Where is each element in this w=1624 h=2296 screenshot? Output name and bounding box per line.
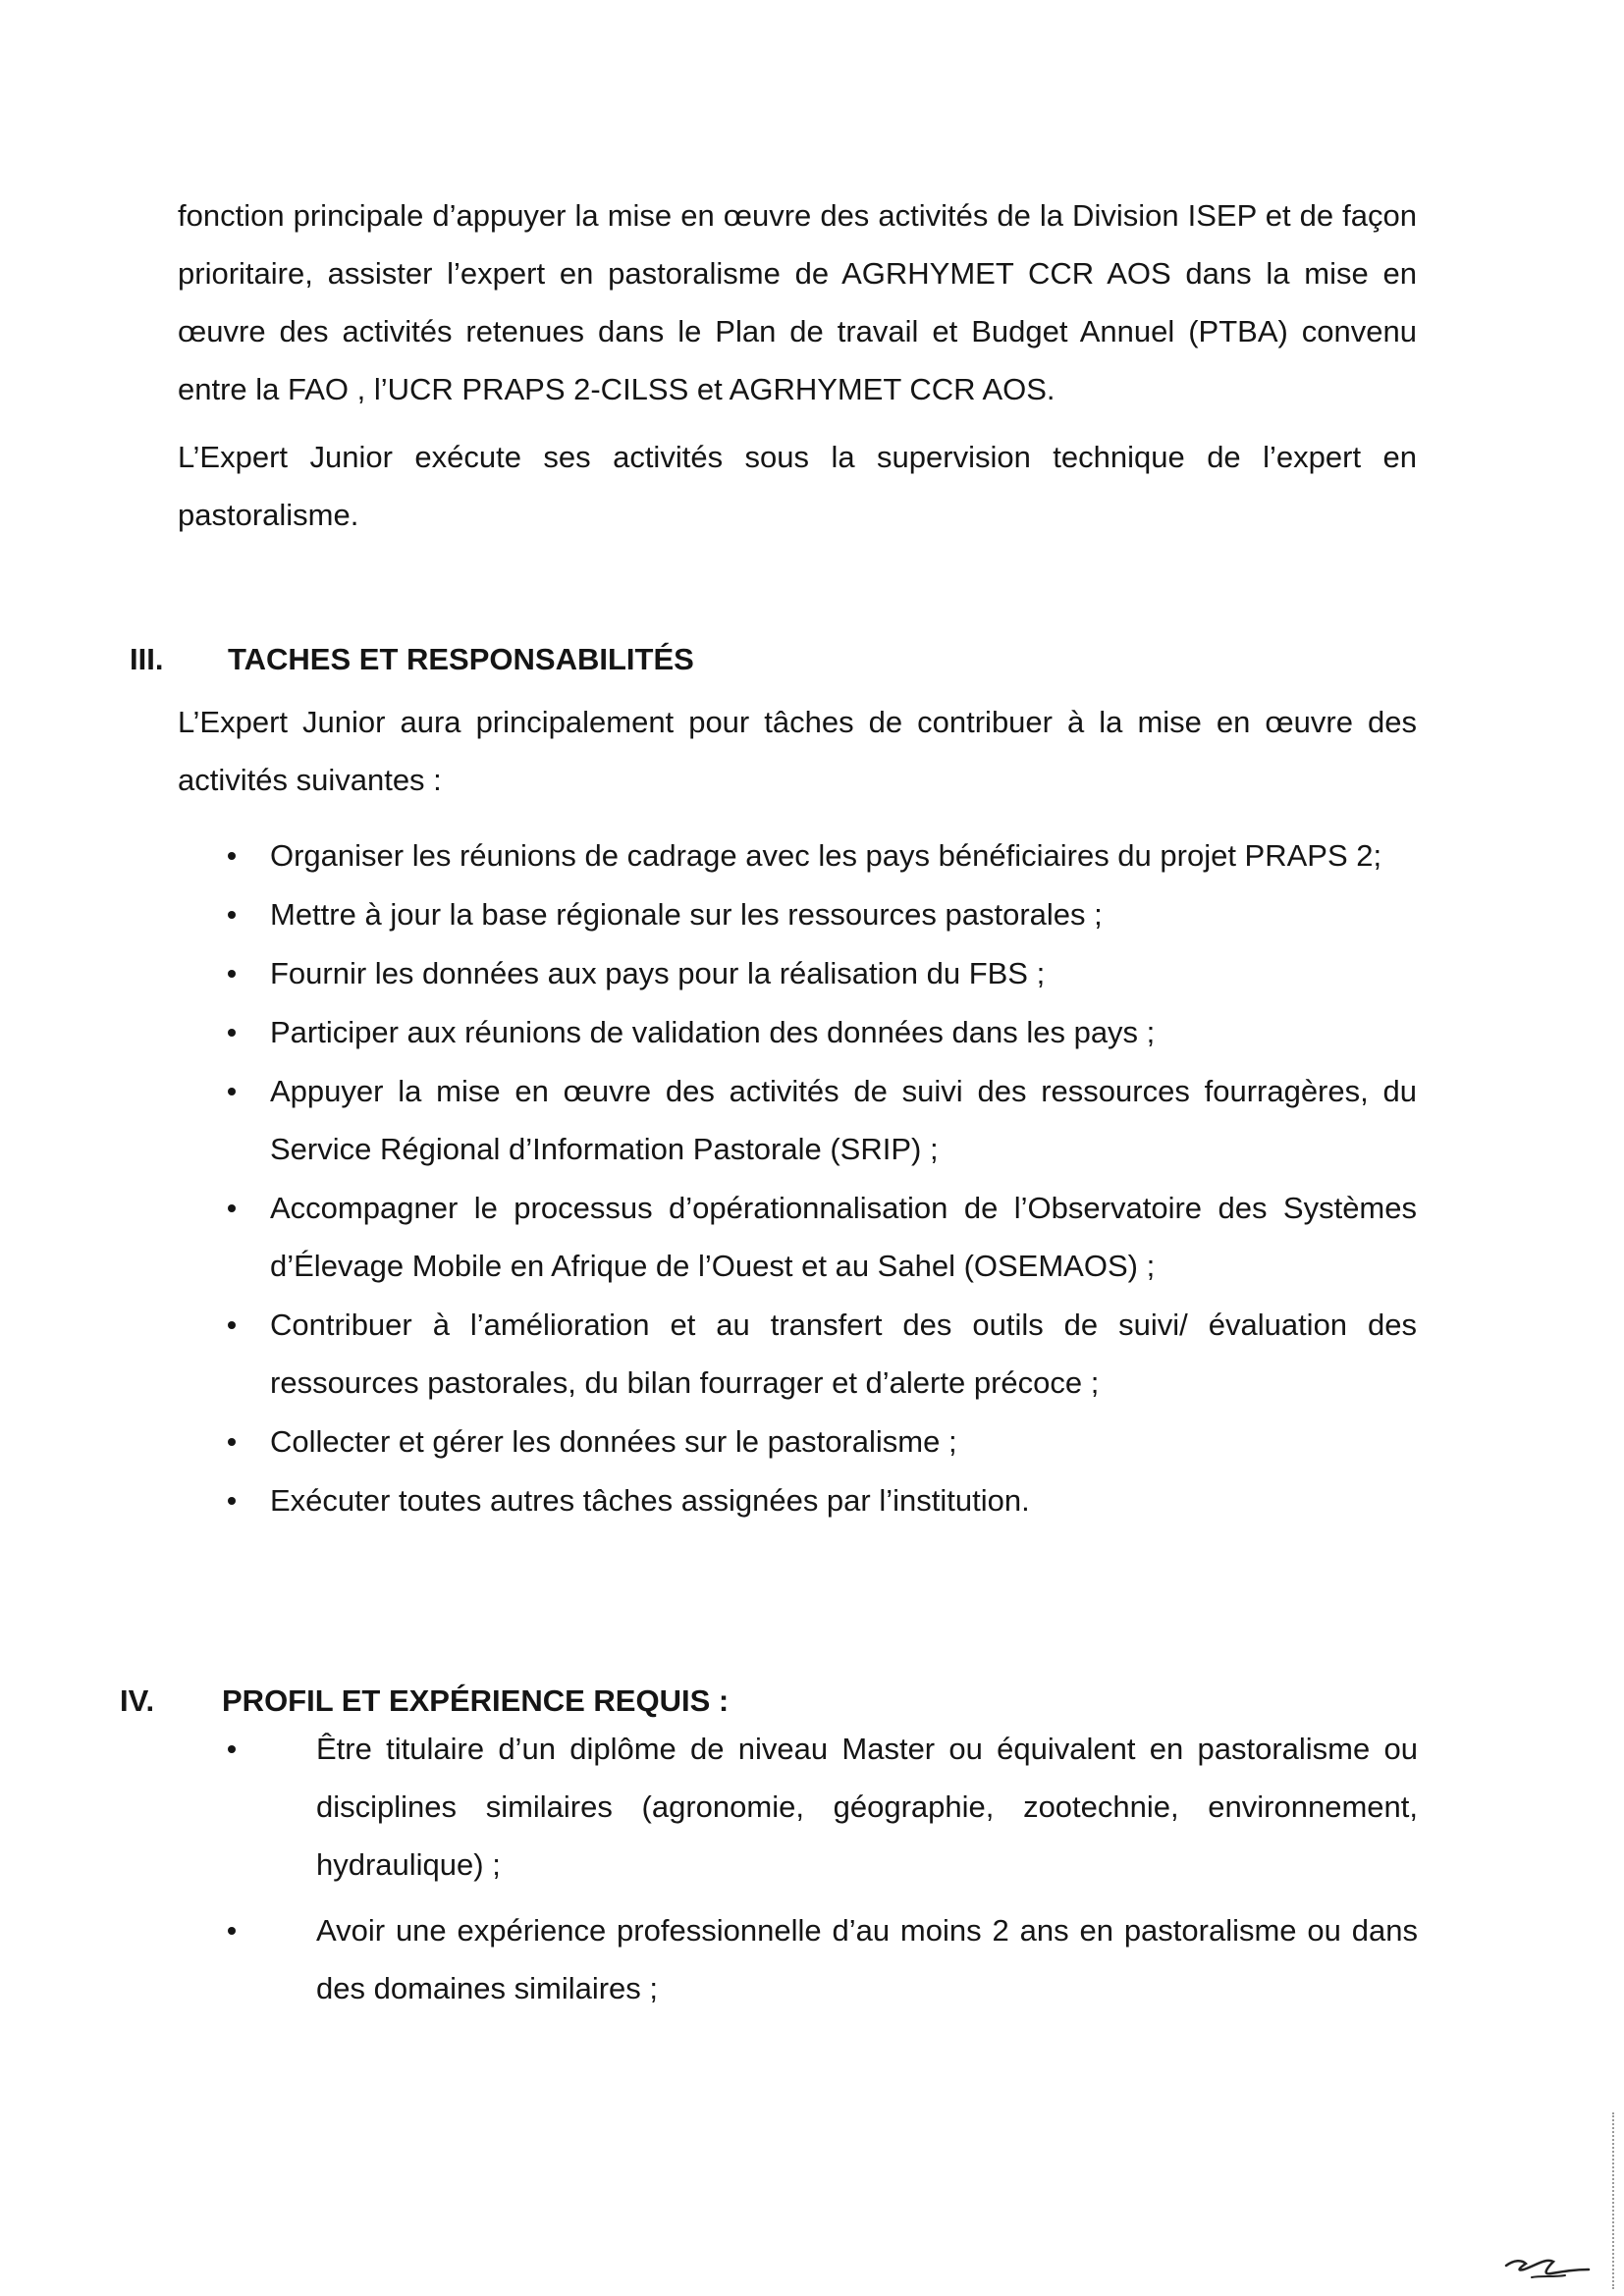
handwritten-initials bbox=[1502, 2248, 1591, 2287]
list-item bbox=[270, 827, 1417, 884]
intro-paragraph: fonction principale d’appuyer la mise en œuvre des activités de la Division ISEP et de façon prioritaire, assister l’expert en pastoralisme de AGRHYMET CCR AOS dans la mise en œuvre des activités retenues dans le Plan de travail et Budget Annuel (PTBA) convenu entre la FAO , l’UCR PRAPS 2-CILSS et AGRHYMET CCR AOS. bbox=[178, 198, 1417, 406]
list-item-text: Fournir les données aux pays pour la réalisation du FBS ; bbox=[270, 956, 1046, 990]
bullet-dot-icon bbox=[228, 1321, 236, 1329]
bullet-dot-icon bbox=[228, 1088, 236, 1095]
section-4-number: IV. bbox=[120, 1683, 155, 1718]
list-item-text: Accompagner le processus d’opérationnalisation de l’Observatoire des Systèmes d’Élevage Mobile en Afrique de l’Ouest et au Sahel (OSEMAOS) ; bbox=[270, 1191, 1417, 1283]
list-item-text: Mettre à jour la base régionale sur les ressources pastorales ; bbox=[270, 897, 1103, 932]
supervision-paragraph: L’Expert Junior exécute ses activités sous la supervision technique de l’expert en pastoralisme. bbox=[178, 440, 1417, 532]
bullet-dot-icon bbox=[228, 1204, 236, 1212]
list-item bbox=[270, 1296, 1417, 1412]
list-item-text: Collecter et gérer les données sur le pastoralisme ; bbox=[270, 1424, 957, 1459]
list-item-text: Exécuter toutes autres tâches assignées par l’institution. bbox=[270, 1483, 1030, 1518]
bullet-dot-icon bbox=[228, 1438, 236, 1446]
section-4-heading bbox=[120, 1682, 1003, 1721]
list-item bbox=[270, 1003, 1417, 1061]
profile-list bbox=[316, 1720, 1418, 2025]
bullet-dot-icon bbox=[228, 852, 236, 860]
list-item bbox=[270, 1179, 1417, 1295]
bullet-dot-icon bbox=[228, 970, 236, 978]
list-item bbox=[270, 944, 1417, 1002]
section-3-number: III. bbox=[130, 642, 164, 676]
list-item-text: Organiser les réunions de cadrage avec les pays bénéficiaires du projet PRAPS 2; bbox=[270, 838, 1382, 873]
list-item bbox=[316, 1720, 1418, 1894]
list-item bbox=[270, 1062, 1417, 1178]
list-item-text: Contribuer à l’amélioration et au transfert des outils de suivi/ évaluation des ressources pastorales, du bilan fourrager et d’alerte précoce ; bbox=[270, 1308, 1417, 1400]
bullet-dot-icon bbox=[228, 1745, 236, 1753]
tasks-list bbox=[270, 827, 1417, 1530]
list-item-text: Appuyer la mise en œuvre des activités de suivi des ressources fourragères, du Service Régional d’Information Pastorale (SRIP) ; bbox=[270, 1074, 1417, 1166]
section-3-intro: L’Expert Junior aura principalement pour tâches de contribuer à la mise en œuvre des activités suivantes : bbox=[178, 705, 1417, 797]
bullet-dot-icon bbox=[228, 1029, 236, 1037]
section-3-title: TACHES ET RESPONSABILITÉS bbox=[228, 642, 694, 676]
bullet-dot-icon bbox=[228, 911, 236, 919]
section-4-title: PROFIL ET EXPÉRIENCE REQUIS : bbox=[222, 1683, 730, 1718]
section-3-heading bbox=[130, 640, 817, 679]
bullet-dot-icon bbox=[228, 1497, 236, 1505]
list-item bbox=[270, 1413, 1417, 1470]
list-item bbox=[270, 885, 1417, 943]
list-item-text: Avoir une expérience professionnelle d’au moins 2 ans en pastoralisme ou dans des domaines similaires ; bbox=[316, 1913, 1418, 2005]
list-item bbox=[316, 1901, 1418, 2017]
margin-dotted-line bbox=[1612, 2112, 1614, 2289]
bullet-dot-icon bbox=[228, 1927, 236, 1935]
list-item-text: Être titulaire d’un diplôme de niveau Master ou équivalent en pastoralisme ou disciplines similaires (agronomie, géographie, zootechnie, environnement, hydraulique) ; bbox=[316, 1732, 1418, 1882]
list-item-text: Participer aux réunions de validation des données dans les pays ; bbox=[270, 1015, 1156, 1049]
list-item bbox=[270, 1471, 1417, 1529]
